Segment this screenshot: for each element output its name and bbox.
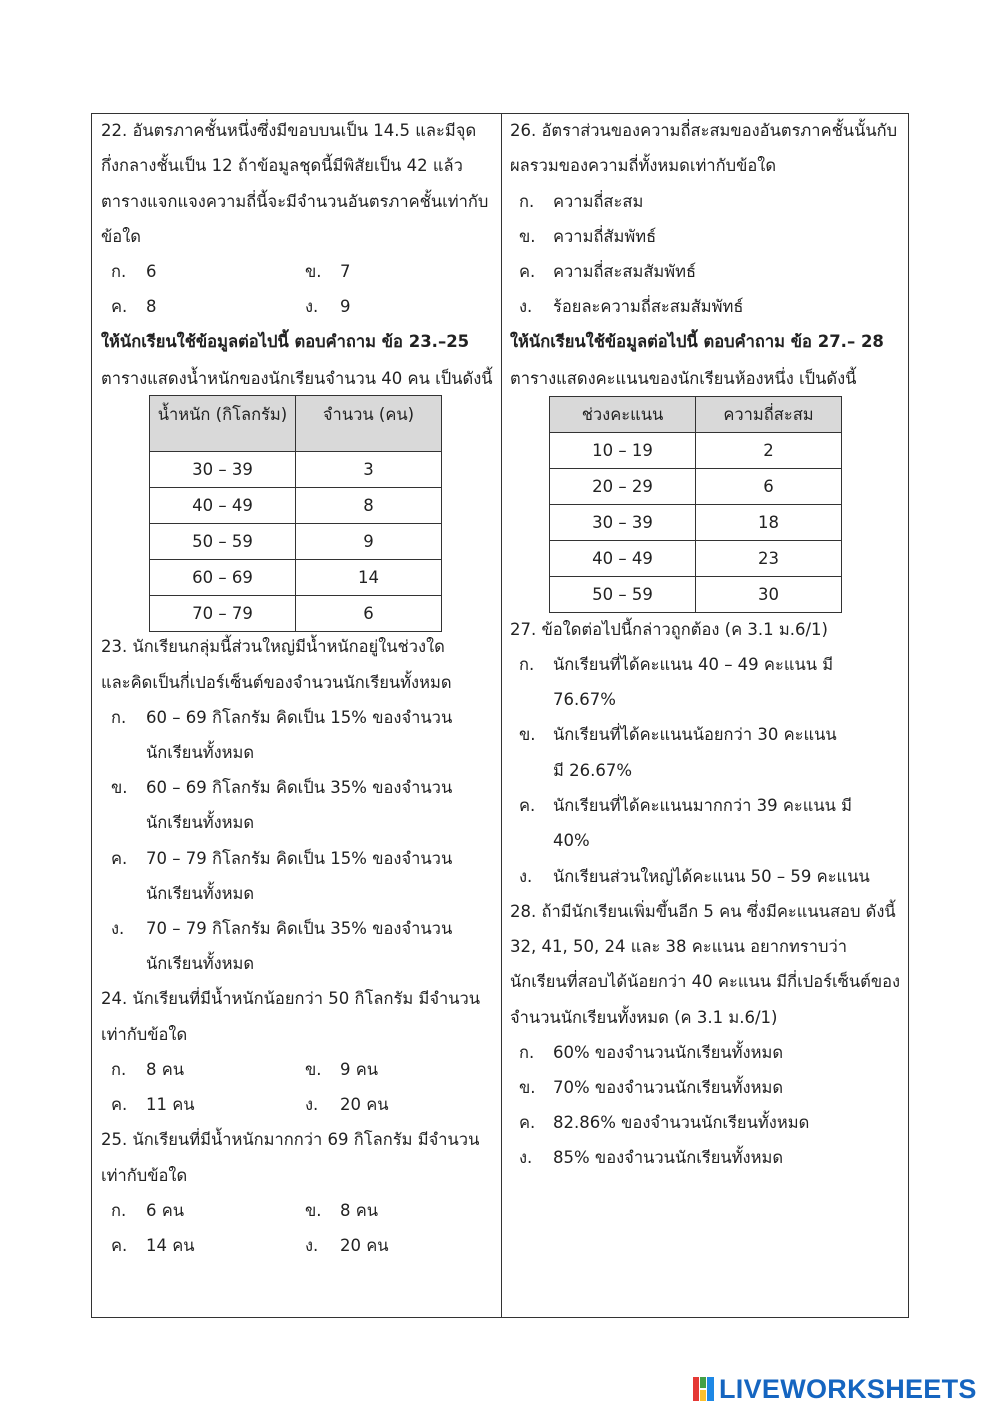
table-row (550, 505, 842, 541)
q25-option-text[interactable]: 6 คน (146, 1201, 185, 1220)
q27-option-text[interactable]: มี 26.67% (553, 761, 633, 780)
table-cell: 50 – 59 (150, 524, 296, 560)
q25-option-text[interactable]: 8 คน (340, 1201, 379, 1220)
q25-option-text[interactable]: 14 คน (146, 1236, 195, 1255)
q26-option-text[interactable]: ร้อยละความถี่สะสมสัมพัทธ์ (553, 297, 744, 316)
q25-line-1: 25. นักเรียนที่มีน้ำหนักมากกว่า 69 กิโลกรัม มีจำนวน (101, 1130, 480, 1149)
table-cell: 8 (296, 488, 442, 524)
q28-option-letter[interactable]: ข. (519, 1078, 536, 1097)
table-row (150, 452, 442, 488)
q24-option-text[interactable]: 20 คน (340, 1095, 389, 1114)
q23-option-letter[interactable]: ค. (111, 849, 128, 868)
table-cell: 30 (696, 577, 842, 613)
q26-option-letter[interactable]: ก. (519, 192, 535, 211)
q23-option-text[interactable]: 70 – 79 กิโลกรัม คิดเป็น 15% ของจำนวน (146, 849, 453, 868)
table-row (150, 560, 442, 596)
q23-option-letter[interactable]: ก. (111, 708, 127, 727)
table-cell: 2 (696, 433, 842, 469)
q26-option-text[interactable]: ความถี่สะสม (553, 192, 644, 211)
q28-line-1: 28. ถ้ามีนักเรียนเพิ่มขึ้นอีก 5 คน ซึ่งมีคะแนนสอบ ดังนี้ (510, 902, 896, 921)
q28-option-text[interactable]: 82.86% ของจำนวนนักเรียนทั้งหมด (553, 1113, 810, 1132)
q26-line-1: 26. อัตราส่วนของความถี่สะสมของอันตรภาคชั้นนั้นกับ (510, 121, 898, 140)
liveworksheets-logo[interactable] (693, 1373, 977, 1404)
q23-option-text[interactable]: นักเรียนทั้งหมด (146, 954, 255, 973)
q27-option-letter[interactable]: ค. (519, 796, 536, 815)
table-row (550, 433, 842, 469)
q28-line-2: 32, 41, 50, 24 และ 38 คะแนน อยากทราบว่า (510, 937, 847, 956)
q28-option-text[interactable]: 60% ของจำนวนนักเรียนทั้งหมด (553, 1043, 784, 1062)
table-cell: 10 – 19 (550, 433, 696, 469)
table-header-row (550, 397, 842, 433)
table-row (550, 541, 842, 577)
q27-line: 27. ข้อใดต่อไปนี้กล่าวถูกต้อง (ค 3.1 ม.6/1) (510, 620, 828, 639)
table-header-row (150, 396, 442, 452)
q22-option-text[interactable]: 9 (340, 297, 351, 316)
q27-option-letter[interactable]: ง. (519, 867, 533, 886)
score-table (549, 396, 842, 613)
left-table-caption: ตารางแสดงน้ำหนักของนักเรียนจำนวน 40 คน เป็นดังนี้ (101, 369, 493, 388)
q28-line-4: จำนวนนักเรียนทั้งหมด (ค 3.1 ม.6/1) (510, 1008, 778, 1027)
q22-line-3: ตารางแจกแจงความถี่นี้จะมีจำนวนอันตรภาคชั้นเท่ากับ (101, 192, 489, 211)
table-cell: 20 – 29 (550, 469, 696, 505)
q26-option-letter[interactable]: ข. (519, 227, 536, 246)
q26-option-text[interactable]: ความถี่สัมพัทธ์ (553, 227, 657, 246)
q27-option-text[interactable]: นักเรียนส่วนใหญ่ได้คะแนน 50 – 59 คะแนน (553, 867, 870, 886)
q24-line-2: เท่ากับข้อใด (101, 1025, 188, 1044)
q23-option-text[interactable]: นักเรียนทั้งหมด (146, 743, 255, 762)
table-row (150, 524, 442, 560)
table-cell: 40 – 49 (550, 541, 696, 577)
q22-line-1: 22. อันตรภาคชั้นหนึ่งซึ่งมีขอบบนเป็น 14.5 และมีจุด (101, 121, 477, 140)
q28-option-letter[interactable]: ง. (519, 1148, 533, 1167)
q23-option-text[interactable]: นักเรียนทั้งหมด (146, 813, 255, 832)
q27-option-letter[interactable]: ก. (519, 655, 535, 674)
q24-option-letter[interactable]: ข. (305, 1060, 322, 1079)
q25-option-letter[interactable]: ค. (111, 1236, 128, 1255)
table-cell: 30 – 39 (550, 505, 696, 541)
table-cell: 40 – 49 (150, 488, 296, 524)
q23-option-letter[interactable]: ข. (111, 778, 128, 797)
q26-option-letter[interactable]: ค. (519, 262, 536, 281)
q23-option-text[interactable]: นักเรียนทั้งหมด (146, 884, 255, 903)
q27-option-text[interactable]: นักเรียนที่ได้คะแนน 40 – 49 คะแนน มี (553, 655, 834, 674)
q22-option-text[interactable]: 7 (340, 262, 351, 281)
right-instruction: ให้นักเรียนใช้ข้อมูลต่อไปนี้ ตอบคำถาม ข้อ 27.– 28 (510, 332, 884, 351)
q26-line-2: ผลรวมของความถี่ทั้งหมดเท่ากับข้อใด (510, 156, 777, 175)
q22-option-letter[interactable]: ก. (111, 262, 127, 281)
q28-line-3: นักเรียนที่สอบได้น้อยกว่า 40 คะแนน มีกี่เปอร์เซ็นต์ของ (510, 972, 901, 991)
q24-option-text[interactable]: 11 คน (146, 1095, 195, 1114)
q28-option-letter[interactable]: ก. (519, 1043, 535, 1062)
q26-option-text[interactable]: ความถี่สะสมสัมพัทธ์ (553, 262, 697, 281)
q28-option-letter[interactable]: ค. (519, 1113, 536, 1132)
table-header-cell: ความถี่สะสม (696, 397, 842, 433)
liveworksheets-logo-icon (693, 1377, 715, 1401)
q22-option-text[interactable]: 6 (146, 262, 157, 281)
table-cell: 6 (296, 596, 442, 632)
table-row (150, 596, 442, 632)
q25-option-letter[interactable]: ก. (111, 1201, 127, 1220)
table-cell: 60 – 69 (150, 560, 296, 596)
table-cell: 3 (296, 452, 442, 488)
table-cell: 30 – 39 (150, 452, 296, 488)
table-header-cell: จำนวน (คน) (296, 396, 442, 452)
table-header-cell: น้ำหนัก (กิโลกรัม) (150, 396, 296, 452)
table-cell: 70 – 79 (150, 596, 296, 632)
q28-option-text[interactable]: 70% ของจำนวนนักเรียนทั้งหมด (553, 1078, 784, 1097)
q22-line-2: กึ่งกลางชั้นเป็น 12 ถ้าข้อมูลชุดนี้มีพิสัยเป็น 42 แล้ว (101, 156, 463, 175)
q24-option-text[interactable]: 8 คน (146, 1060, 185, 1079)
q24-option-letter[interactable]: ค. (111, 1095, 128, 1114)
q25-line-2: เท่ากับข้อใด (101, 1166, 188, 1185)
table-cell: 50 – 59 (550, 577, 696, 613)
q27-option-text[interactable]: นักเรียนที่ได้คะแนนมากกว่า 39 คะแนน มี (553, 796, 853, 815)
table-cell: 14 (296, 560, 442, 596)
q28-option-text[interactable]: 85% ของจำนวนนักเรียนทั้งหมด (553, 1148, 784, 1167)
q27-option-text[interactable]: 40% (553, 831, 590, 850)
table-cell: 9 (296, 524, 442, 560)
table-row (550, 469, 842, 505)
weight-table (149, 395, 442, 632)
left-instruction: ให้นักเรียนใช้ข้อมูลต่อไปนี้ ตอบคำถาม ข้อ 23.–25 (101, 332, 470, 351)
q25-option-letter[interactable]: ข. (305, 1201, 322, 1220)
q22-option-text[interactable]: 8 (146, 297, 157, 316)
q23-line-2: และคิดเป็นกี่เปอร์เซ็นต์ของจำนวนนักเรียนทั้งหมด (101, 673, 452, 692)
q24-option-letter[interactable]: ง. (305, 1095, 319, 1114)
q22-option-letter[interactable]: ค. (111, 297, 128, 316)
q22-option-letter[interactable]: ข. (305, 262, 322, 281)
brand-name: LIVEWORKSHEETS (719, 1373, 977, 1404)
q25-option-letter[interactable]: ง. (305, 1236, 319, 1255)
q23-option-text[interactable]: 60 – 69 กิโลกรัม คิดเป็น 35% ของจำนวน (146, 778, 453, 797)
right-table-caption: ตารางแสดงคะแนนของนักเรียนห้องหนึ่ง เป็นดังนี้ (510, 369, 857, 388)
q24-option-text[interactable]: 9 คน (340, 1060, 379, 1079)
q24-option-letter[interactable]: ก. (111, 1060, 127, 1079)
q22-option-letter[interactable]: ง. (305, 297, 319, 316)
table-row (550, 577, 842, 613)
q23-option-text[interactable]: 70 – 79 กิโลกรัม คิดเป็น 35% ของจำนวน (146, 919, 453, 938)
q26-option-letter[interactable]: ง. (519, 297, 533, 316)
q23-line-1: 23. นักเรียนกลุ่มนี้ส่วนใหญ่มีน้ำหนักอยู่ในช่วงใด (101, 637, 445, 656)
table-cell: 23 (696, 541, 842, 577)
table-header-cell: ช่วงคะแนน (550, 397, 696, 433)
column-divider (501, 114, 502, 1317)
q23-option-text[interactable]: 60 – 69 กิโลกรัม คิดเป็น 15% ของจำนวน (146, 708, 453, 727)
table-row (150, 488, 442, 524)
q25-option-text[interactable]: 20 คน (340, 1236, 389, 1255)
q27-option-text[interactable]: 76.67% (553, 690, 616, 709)
q27-option-text[interactable]: นักเรียนที่ได้คะแนนน้อยกว่า 30 คะแนน (553, 725, 837, 744)
table-cell: 6 (696, 469, 842, 505)
q22-line-4: ข้อใด (101, 227, 141, 246)
q24-line-1: 24. นักเรียนที่มีน้ำหนักน้อยกว่า 50 กิโลกรัม มีจำนวน (101, 989, 481, 1008)
q27-option-letter[interactable]: ข. (519, 725, 536, 744)
q23-option-letter[interactable]: ง. (111, 919, 125, 938)
table-cell: 18 (696, 505, 842, 541)
